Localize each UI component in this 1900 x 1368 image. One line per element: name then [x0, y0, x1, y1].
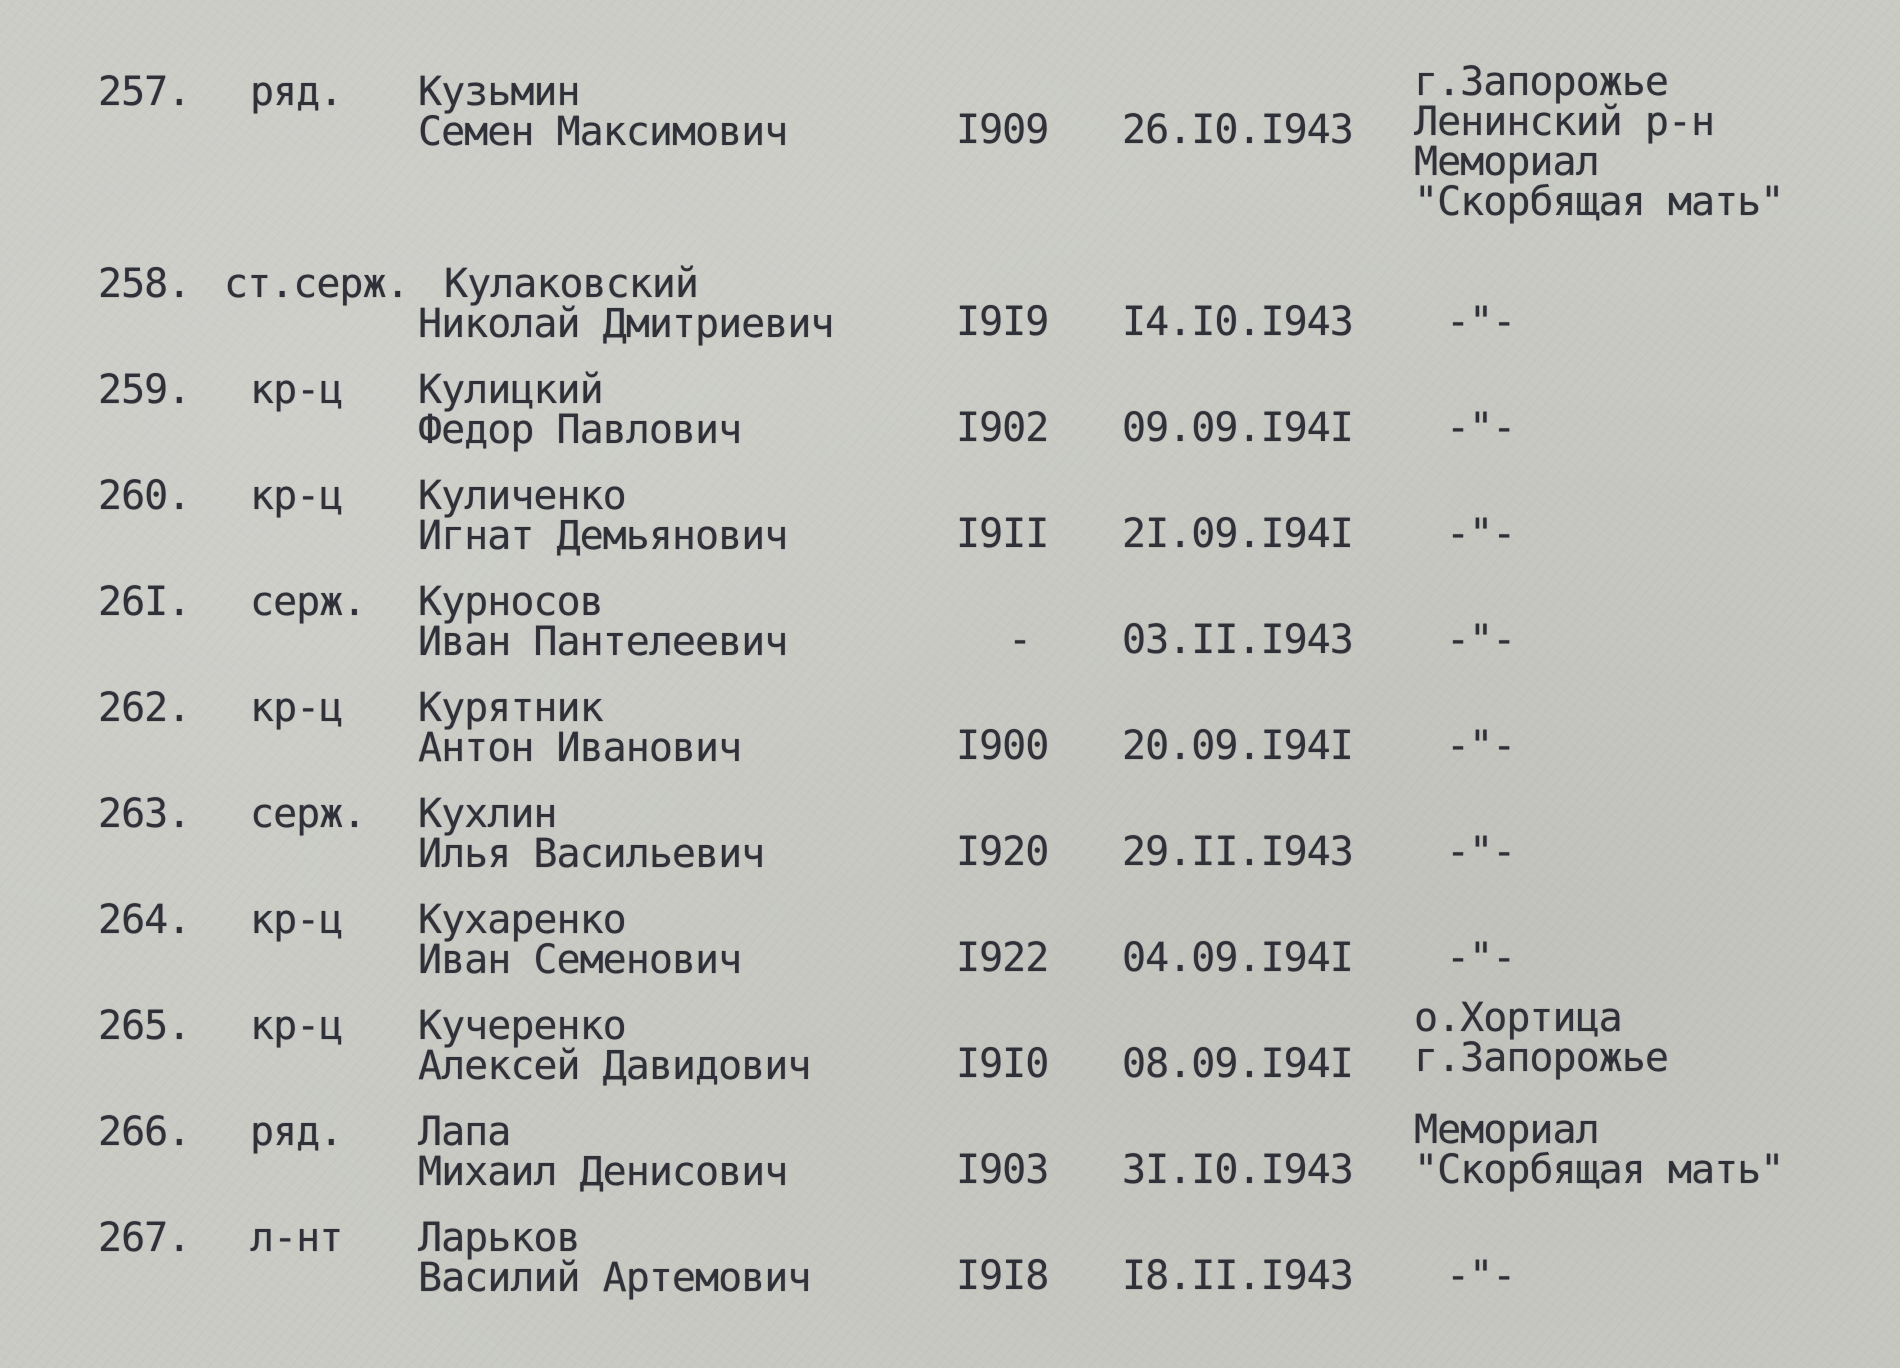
record-birth-year: I9II — [956, 511, 1049, 557]
table-row — [0, 1107, 1900, 1212]
record-rank: кр-ц — [250, 473, 343, 519]
record-name — [418, 897, 742, 983]
record-birth-year: I909 — [956, 107, 1049, 153]
table-row — [0, 995, 1900, 1106]
record-name — [418, 261, 834, 347]
record-number: 264. — [98, 897, 191, 943]
record-burial-place — [1414, 59, 1784, 225]
record-surname: Куличенко — [418, 473, 626, 519]
record-given-names: Алексей Давидович — [418, 1043, 811, 1089]
record-rank: кр-ц — [250, 367, 343, 413]
record-birth-year: I9I9 — [956, 299, 1049, 345]
record-given-names: Федор Павлович — [418, 407, 742, 453]
record-number: 260. — [98, 473, 191, 519]
record-number: 258. — [98, 261, 191, 307]
table-row — [0, 473, 1900, 576]
record-name — [418, 685, 742, 771]
record-surname: Кузьмин — [418, 69, 580, 115]
record-number: 267. — [98, 1215, 191, 1261]
record-death-date: 20.09.I94I — [1122, 723, 1353, 769]
record-death-date: I4.I0.I943 — [1122, 299, 1353, 345]
record-rank: л-нт — [250, 1215, 343, 1261]
record-birth-year: I902 — [956, 405, 1049, 451]
place-line: г.Запорожье — [1414, 1035, 1668, 1081]
record-burial-place: -"- — [1446, 617, 1516, 663]
record-surname: Лапа — [418, 1109, 511, 1155]
record-rank: ряд. — [250, 1109, 343, 1155]
record-burial-place: -"- — [1446, 829, 1516, 875]
record-given-names: Антон Иванович — [418, 725, 742, 771]
place-line: "Скорбящая мать" — [1414, 179, 1784, 225]
record-death-date: 3I.I0.I943 — [1122, 1147, 1353, 1193]
record-death-date: 04.09.I94I — [1122, 935, 1353, 981]
record-surname: Кухлин — [418, 791, 557, 837]
record-surname: Кулаковский — [444, 261, 698, 307]
place-line: "Скорбящая мать" — [1414, 1147, 1784, 1193]
record-burial-place — [1414, 995, 1668, 1081]
record-death-date: 2I.09.I94I — [1122, 511, 1353, 557]
record-burial-place: -"- — [1446, 511, 1516, 557]
record-surname: Курносов — [418, 579, 603, 625]
record-given-names: Семен Максимович — [418, 109, 788, 155]
record-death-date: 26.I0.I943 — [1122, 107, 1353, 153]
record-birth-year: I9I0 — [956, 1041, 1049, 1087]
record-rank: ст.серж. — [224, 261, 409, 307]
record-surname: Ларьков — [418, 1215, 580, 1261]
record-given-names: Василий Артемович — [418, 1255, 811, 1301]
record-number: 263. — [98, 791, 191, 837]
record-number: 259. — [98, 367, 191, 413]
place-line: Ленинский р-н — [1414, 99, 1715, 145]
record-rank: кр-ц — [250, 685, 343, 731]
record-birth-year: I903 — [956, 1147, 1049, 1193]
record-birth-year: - — [1008, 617, 1032, 663]
place-line: Мемориал — [1414, 1107, 1599, 1153]
record-given-names: Иван Семенович — [418, 937, 742, 983]
record-given-names: Николай Дмитриевич — [418, 301, 834, 347]
record-surname: Кулицкий — [418, 367, 603, 413]
record-birth-year: I922 — [956, 935, 1049, 981]
record-surname: Курятник — [418, 685, 603, 731]
record-birth-year: I9I8 — [956, 1253, 1049, 1299]
record-number: 266. — [98, 1109, 191, 1155]
record-number: 262. — [98, 685, 191, 731]
record-death-date: 03.II.I943 — [1122, 617, 1353, 663]
table-row — [0, 579, 1900, 682]
record-number: 265. — [98, 1003, 191, 1049]
record-name — [418, 1109, 788, 1195]
table-row — [0, 367, 1900, 470]
table-row — [0, 685, 1900, 788]
record-surname: Кухаренко — [418, 897, 626, 943]
record-name — [418, 1003, 811, 1089]
record-number: 257. — [98, 69, 191, 115]
table-row — [0, 897, 1900, 1000]
record-name — [418, 1215, 811, 1301]
record-given-names: Илья Васильевич — [418, 831, 765, 877]
record-given-names: Игнат Демьянович — [418, 513, 788, 559]
record-burial-place — [1414, 1107, 1784, 1193]
record-rank: ряд. — [250, 69, 343, 115]
record-rank: кр-ц — [250, 897, 343, 943]
record-birth-year: I920 — [956, 829, 1049, 875]
record-surname: Кучеренко — [418, 1003, 626, 1049]
record-name — [418, 367, 742, 453]
record-name — [418, 791, 765, 877]
record-birth-year: I900 — [956, 723, 1049, 769]
table-row — [0, 59, 1900, 225]
record-burial-place: -"- — [1446, 1253, 1516, 1299]
record-burial-place: -"- — [1446, 405, 1516, 451]
record-name — [418, 69, 788, 155]
place-line: о.Хортица — [1414, 995, 1622, 1041]
record-burial-place: -"- — [1446, 723, 1516, 769]
record-death-date: 08.09.I94I — [1122, 1041, 1353, 1087]
table-row — [0, 261, 1900, 364]
record-death-date: 29.II.I943 — [1122, 829, 1353, 875]
record-number: 26I. — [98, 579, 191, 625]
record-given-names: Михаил Денисович — [418, 1149, 788, 1195]
record-rank: кр-ц — [250, 1003, 343, 1049]
record-given-names: Иван Пантелеевич — [418, 619, 788, 665]
record-rank: серж. — [250, 791, 366, 837]
place-line: г.Запорожье — [1414, 59, 1668, 105]
record-burial-place: -"- — [1446, 299, 1516, 345]
table-row — [0, 791, 1900, 894]
record-name — [418, 473, 788, 559]
record-rank: серж. — [250, 579, 366, 625]
record-burial-place: -"- — [1446, 935, 1516, 981]
place-line: Мемориал — [1414, 139, 1599, 185]
record-name — [418, 579, 788, 665]
record-death-date: 09.09.I94I — [1122, 405, 1353, 451]
record-death-date: I8.II.I943 — [1122, 1253, 1353, 1299]
table-row — [0, 1215, 1900, 1318]
